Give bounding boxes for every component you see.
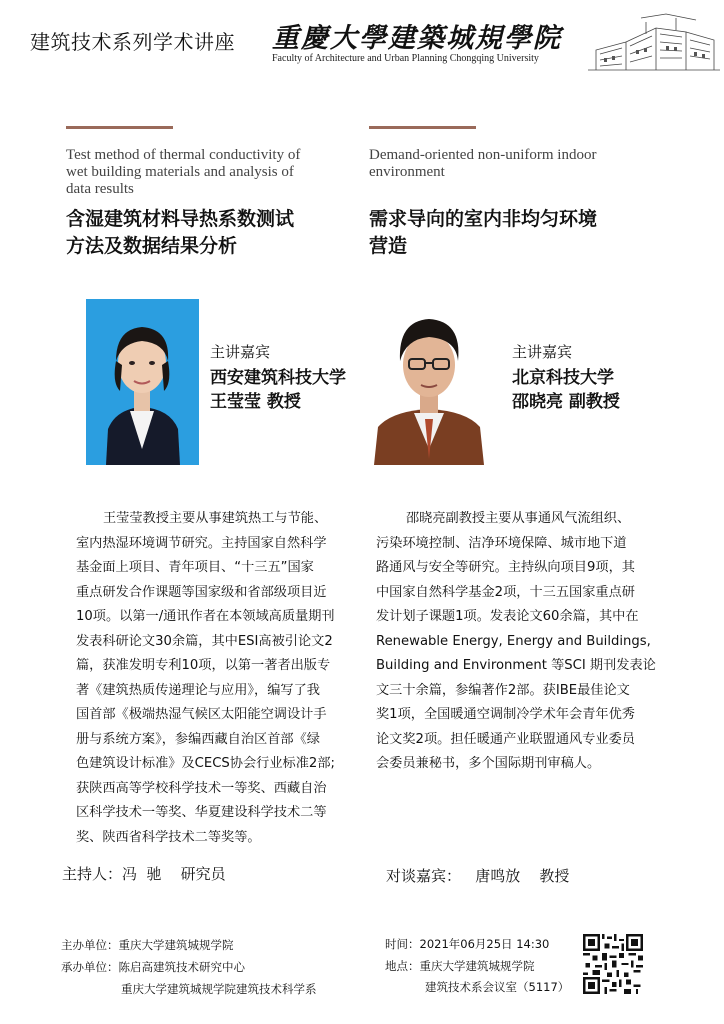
left-title-rule (66, 126, 173, 129)
bio-line: 国首部《极端热湿气候区太阳能空调设计手 (76, 707, 327, 722)
right-chinese-title-line: 营造 (369, 235, 408, 257)
bio-line: 奖、陕西省科学技术二等奖等。 (76, 829, 261, 845)
speaker-bio-right (376, 507, 656, 777)
speaker-name-right: 邵晓亮 副教授 (512, 392, 620, 412)
speaker-affiliation-left: 西安建筑科技大学 (210, 368, 346, 388)
school-english-name: Faculty of Architecture and Urban Planning Chongqing University (272, 53, 539, 64)
event-time: 时间：2021年06月25日 14:30 (385, 937, 550, 951)
right-chinese-title (369, 206, 597, 260)
bio-line: 色建筑设计标准》及CECS协会行业标准2部; (76, 756, 335, 771)
bio-line: 区科学技术一等奖、华夏建设科学技术二等 (76, 805, 327, 820)
left-english-title-line: wet building materials and analysis of (66, 164, 294, 180)
left-english-title-line: data results (66, 181, 134, 197)
left-english-title-line: Test method of thermal conductivity of (66, 147, 301, 163)
bio-line: 文三十余篇，参编著作2部。获IBE最佳论文 (376, 682, 630, 698)
right-english-title (369, 147, 669, 181)
bio-line: 室内热湿环境调节研究。主持国家自然科学 (76, 535, 327, 551)
bio-line: 基金面上项目、青年项目、“十三五”国家 (76, 560, 314, 575)
building-illustration (586, 10, 722, 72)
left-english-title (66, 147, 356, 198)
speaker-name-left: 王莹莹 教授 (210, 392, 301, 412)
undertake-unit-2: 重庆大学建筑城规学院建筑技术科学系 (121, 982, 317, 996)
right-english-title-line: Demand-oriented non-uniform indoor (369, 147, 597, 163)
bio-line: Renewable Energy, Energy and Buildings, (376, 633, 651, 649)
bio-line: 10项。以第一/通讯作者在本领域高质量期刊 (76, 609, 335, 624)
event-place: 地点：重庆大学建筑城规学院 (385, 959, 535, 973)
bio-line: 论文奖2项。担任暖通产业联盟通风专业委员 (376, 731, 635, 747)
bio-line: 路通风与安全等研究。主持纵向项目9项，其 (376, 560, 635, 575)
event-place-room: 建筑技术系会议室（5117） (425, 980, 570, 994)
series-title: 建筑技术系列学术讲座 (30, 30, 235, 54)
bio-line: 奖1项，全国暖通空调制冷学术年会青年优秀 (376, 707, 635, 722)
speaker-photo-left (86, 299, 199, 465)
left-chinese-title-line: 方法及数据结果分析 (66, 235, 238, 257)
bio-line: 篇，获准发明专利10项，以第一著者出版专 (76, 658, 331, 673)
speaker-label-left: 主讲嘉宾 (210, 343, 271, 361)
bio-line: Building and Environment 等SCI 期刊发表论 (376, 658, 656, 673)
bio-line: 会委员兼秘书，多个国际期刊审稿人。 (376, 756, 601, 771)
bio-line: 王莹莹教授主要从事建筑热工与节能、 (103, 511, 328, 526)
speaker-bio-left (76, 507, 354, 850)
bio-line: 中国家自然科学基金2项，十三五国家重点研 (376, 584, 635, 600)
host-unit: 主办单位：重庆大学建筑城规学院 (61, 938, 234, 952)
right-chinese-title-line: 需求导向的室内非均匀环境 (369, 208, 598, 230)
speaker-label-right: 主讲嘉宾 (512, 343, 573, 361)
bio-line: 册与系统方案》，参编西藏自治区首部《绿 (76, 731, 320, 747)
left-chinese-title (66, 206, 294, 260)
speaker-affiliation-right: 北京科技大学 (512, 368, 614, 388)
bio-line: 获陕西高等学校科学技术一等奖、西藏自治 (76, 780, 327, 796)
bio-line: 污染环境控制、洁净环境保障、城市地下道 (376, 535, 627, 551)
qr-code[interactable] (583, 934, 643, 994)
right-english-title-line: environment (369, 164, 445, 180)
bio-line: 邵晓亮副教授主要从事通风气流组织、 (406, 511, 631, 526)
right-title-rule (369, 126, 476, 129)
bio-line: 著《建筑热质传递理论与应用》，编写了我 (76, 682, 320, 698)
host: 主持人：冯 驰 研究员 (62, 865, 226, 883)
bio-line: 发计划子课题1项。发表论文60余篇，其中在 (376, 609, 639, 624)
left-chinese-title-line: 含湿建筑材料导热系数测试 (66, 208, 295, 230)
speaker-photo-right (372, 299, 486, 465)
bio-line: 发表科研论文30余篇，其中ESI高被引论文2 (76, 633, 333, 649)
undertake-unit: 承办单位：陈启高建筑技术研究中心 (61, 960, 245, 974)
bio-line: 重点研发合作课题等国家级和省部级项目近 (76, 584, 327, 600)
school-logo: 重慶大學建築城規學院 (272, 23, 562, 54)
discussant: 对谈嘉宾： 唐鸣放 教授 (386, 867, 570, 885)
